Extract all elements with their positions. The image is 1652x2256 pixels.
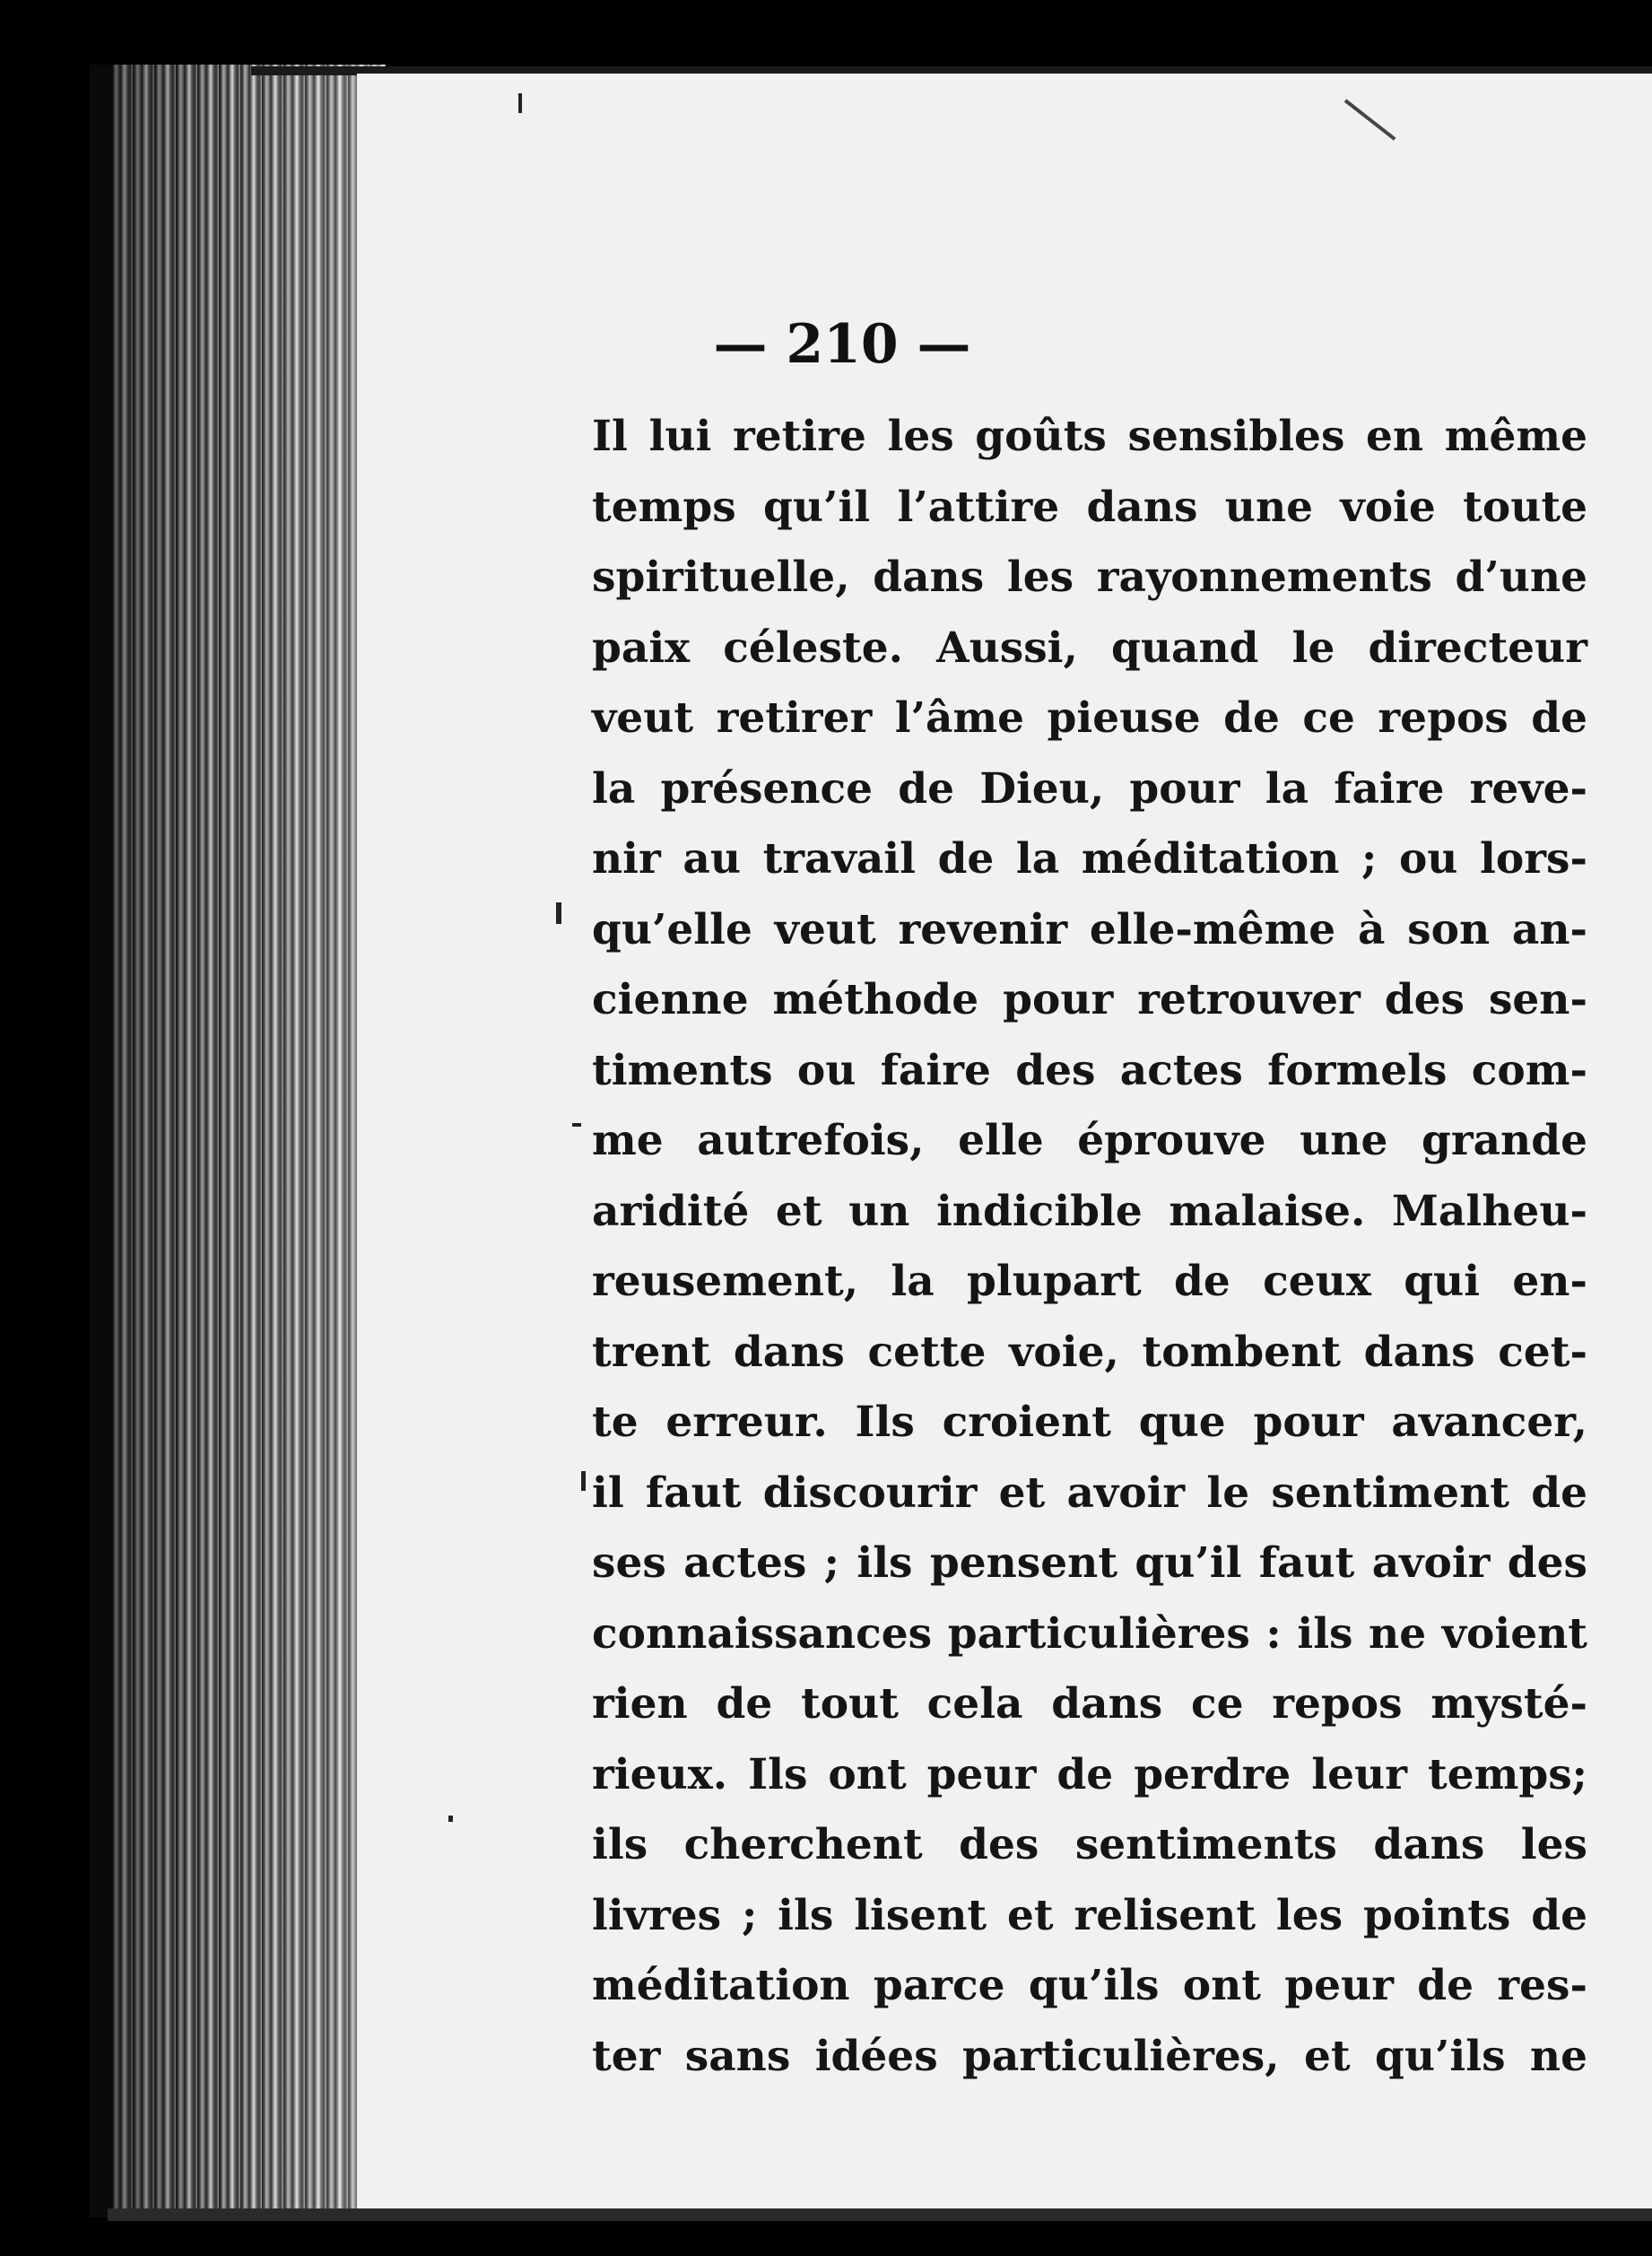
text-line: ses actes ; ils pensent qu’il faut avoir des [592,1538,1587,1588]
page-number: — 210 — [713,313,971,376]
text-line: aridité et un indicible malaise. Malheu- [592,1186,1587,1236]
text-line: ils cherchent des sentiments dans les [592,1820,1587,1869]
scan-speck [572,1123,581,1127]
text-line: me autrefois, elle éprouve une grande [592,1116,1587,1165]
text-line: ter sans idées particulières, et qu’ils ne [592,2031,1587,2081]
scan-speck [581,1471,586,1491]
text-line: cienne méthode pour retrouver des sen- [592,975,1587,1024]
text-line: rien de tout cela dans ce repos mysté- [592,1679,1587,1729]
text-line: veut retirer l’âme pieuse de ce repos de [592,693,1587,743]
body-text [592,402,1587,2092]
text-line: la présence de Dieu, pour la faire reve- [592,763,1587,814]
book-spine-shadow [90,65,113,2217]
text-line: paix céleste. Aussi, quand le directeur [592,623,1587,673]
text-line: rieux. Ils ont peur de perdre leur temps; [592,1749,1587,1799]
text-line: Il lui retire les goûts sensibles en même [592,412,1587,461]
scan-speck [518,93,522,113]
scan-speck [556,902,561,924]
text-line: nir au travail de la méditation ; ou lors- [592,834,1587,884]
text-line: temps qu’il l’attire dans une voie toute [592,482,1587,532]
book-page-edges-shading [90,65,386,2217]
text-line: qu’elle veut revenir elle-même à son an- [592,904,1587,954]
text-line: timents ou faire des actes formels com- [592,1045,1587,1095]
scan-speck [448,1816,453,1822]
text-line: méditation parce qu’ils ont peur de res- [592,1961,1587,2010]
page-bottom-border [108,2208,1652,2221]
text-line: reusement, la plupart de ceux qui en- [592,1257,1587,1306]
text-line: connaissances particulières : ils ne voient [592,1608,1587,1659]
text-line: livres ; ils lisent et relisent les points de [592,1890,1587,1940]
text-line: te erreur. Ils croient que pour avancer, [592,1398,1587,1447]
text-line: il faut discourir et avoir le sentiment de [592,1468,1587,1518]
text-line: trent dans cette voie, tombent dans cet- [592,1327,1587,1377]
text-line: spirituelle, dans les rayonnements d’une [592,553,1587,602]
